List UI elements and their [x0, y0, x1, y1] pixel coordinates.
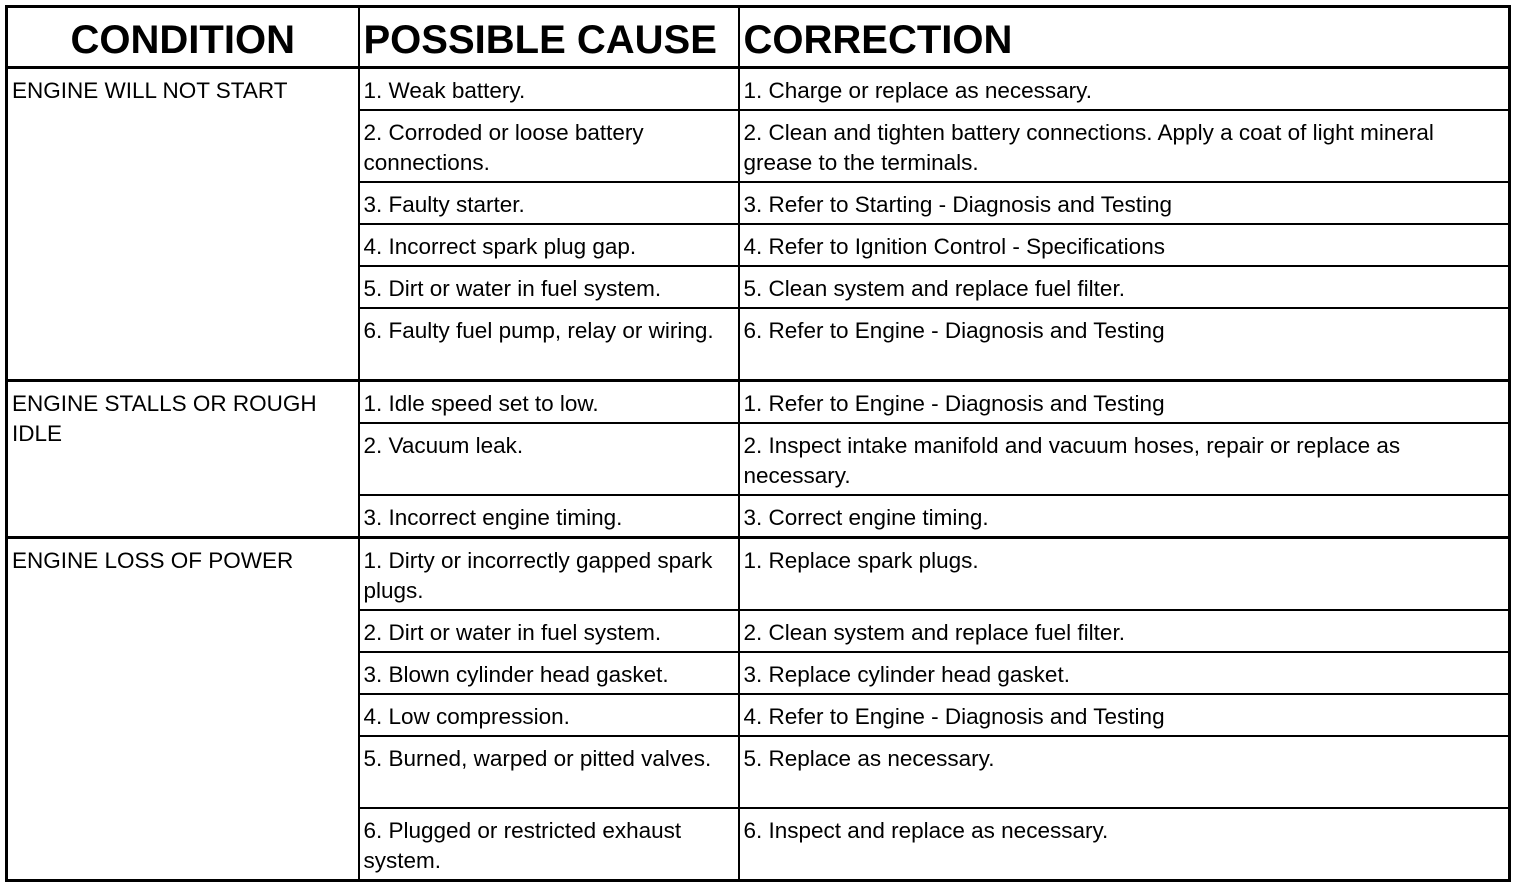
cause-cell: 2. Vacuum leak. — [359, 423, 739, 495]
correction-cell: 1. Charge or replace as necessary. — [739, 68, 1510, 111]
condition-cell: ENGINE WILL NOT START — [7, 68, 359, 381]
cause-cell: 5. Dirt or water in fuel system. — [359, 266, 739, 308]
cause-cell: 1. Idle speed set to low. — [359, 380, 739, 423]
header-row — [7, 7, 1510, 68]
cause-cell: 4. Low compression. — [359, 694, 739, 736]
table-row — [7, 380, 1510, 423]
table-row — [7, 537, 1510, 610]
cause-cell: 2. Dirt or water in fuel system. — [359, 610, 739, 652]
possible-cause-header: POSSIBLE CAUSE — [359, 7, 739, 68]
correction-cell: 6. Refer to Engine - Diagnosis and Testing — [739, 308, 1510, 380]
correction-cell: 2. Clean and tighten battery connections. Apply a coat of light mineral grease to the terminals. — [739, 110, 1510, 182]
correction-cell: 6. Inspect and replace as necessary. — [739, 808, 1510, 881]
correction-cell: 5. Clean system and replace fuel filter. — [739, 266, 1510, 308]
cause-cell: 6. Faulty fuel pump, relay or wiring. — [359, 308, 739, 380]
cause-cell: 6. Plugged or restricted exhaust system. — [359, 808, 739, 881]
cause-cell: 1. Dirty or incorrectly gapped spark plugs. — [359, 537, 739, 610]
correction-cell: 3. Replace cylinder head gasket. — [739, 652, 1510, 694]
condition-cell: ENGINE STALLS OR ROUGH IDLE — [7, 380, 359, 537]
diagnosis-table-container — [5, 5, 1508, 876]
correction-cell: 1. Replace spark plugs. — [739, 537, 1510, 610]
correction-header: CORRECTION — [739, 7, 1510, 68]
correction-cell: 2. Clean system and replace fuel filter. — [739, 610, 1510, 652]
correction-cell: 1. Refer to Engine - Diagnosis and Testing — [739, 380, 1510, 423]
condition-cell: ENGINE LOSS OF POWER — [7, 537, 359, 880]
correction-cell: 5. Replace as necessary. — [739, 736, 1510, 808]
diagnosis-table — [5, 5, 1511, 882]
cause-cell: 3. Faulty starter. — [359, 182, 739, 224]
correction-cell: 3. Correct engine timing. — [739, 495, 1510, 538]
cause-cell: 3. Blown cylinder head gasket. — [359, 652, 739, 694]
correction-cell: 3. Refer to Starting - Diagnosis and Testing — [739, 182, 1510, 224]
table-row — [7, 68, 1510, 111]
correction-cell: 4. Refer to Engine - Diagnosis and Testing — [739, 694, 1510, 736]
cause-cell: 5. Burned, warped or pitted valves. — [359, 736, 739, 808]
correction-cell: 2. Inspect intake manifold and vacuum hoses, repair or replace as necessary. — [739, 423, 1510, 495]
cause-cell: 4. Incorrect spark plug gap. — [359, 224, 739, 266]
correction-cell: 4. Refer to Ignition Control - Specifications — [739, 224, 1510, 266]
cause-cell: 3. Incorrect engine timing. — [359, 495, 739, 538]
cause-cell: 2. Corroded or loose battery connections. — [359, 110, 739, 182]
cause-cell: 1. Weak battery. — [359, 68, 739, 111]
condition-header: CONDITION — [7, 7, 359, 68]
